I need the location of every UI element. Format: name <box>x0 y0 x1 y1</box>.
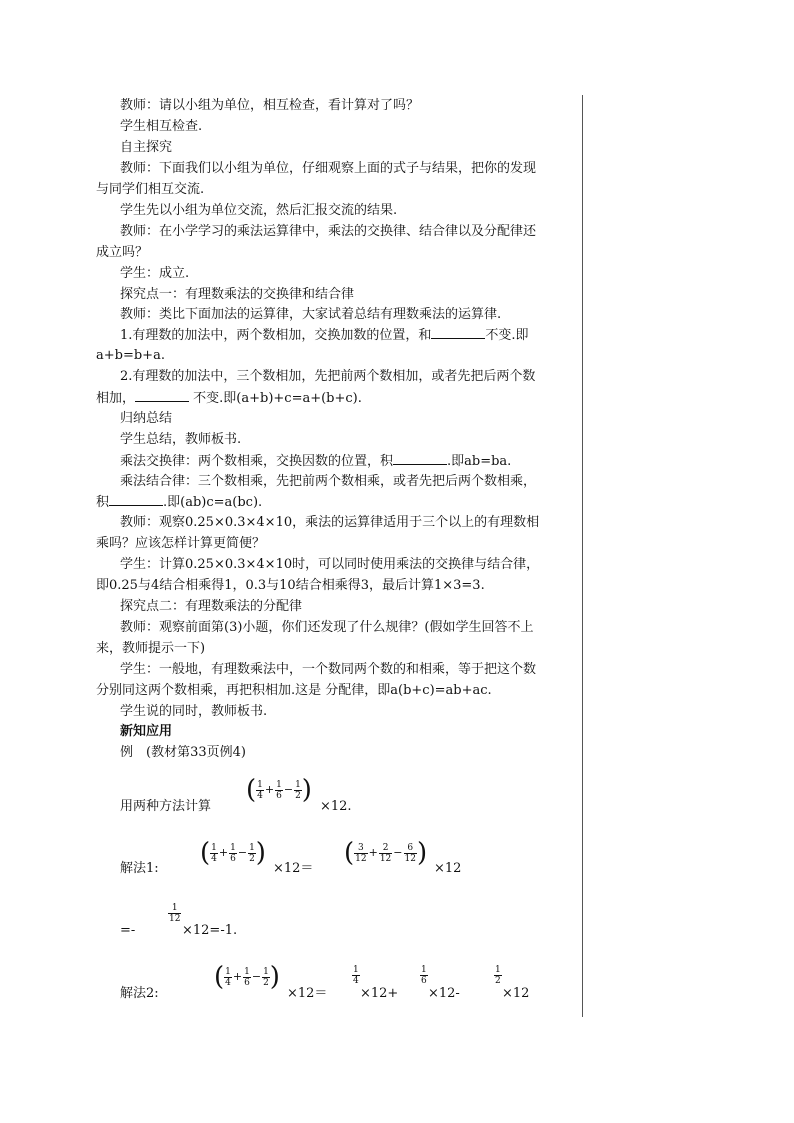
solution-2-label: 解法2: <box>120 986 159 1001</box>
text-line: 与同学们相互交流. <box>96 182 205 197</box>
fraction: $\frac{1}{6}$ <box>230 842 236 864</box>
text-segment: .即(ab)c=a(bc). <box>163 495 263 510</box>
fraction: $\frac{1}{4}$ <box>257 779 263 801</box>
fill-blank <box>135 389 189 402</box>
fraction: $\frac{1}{2}$ <box>295 779 301 801</box>
text-line: 2.有理数的加法中，三个数相加，先把前两个数相加，或者先把后两个数 <box>120 369 536 384</box>
solution-2-term: ×12- <box>428 986 460 1001</box>
section-heading: 探究点二：有理数乘法的分配律 <box>120 599 303 614</box>
solution-1-equals: ×12＝ <box>273 861 314 876</box>
fraction: $\frac{1}{6}$ <box>421 965 427 986</box>
text-line: 教师：在小学学习的乘法运算律中，乘法的交换律、结合律以及分配律还 <box>120 224 537 239</box>
solution-1-label: 解法1: <box>120 861 159 876</box>
text-segment: 1.有理数的加法中，两个数相加，交换加数的位置， <box>120 328 419 343</box>
fill-blank <box>109 493 163 506</box>
fraction: $\frac{1}{4}$ <box>225 966 231 988</box>
text-segment: 不变.即 <box>485 328 529 343</box>
text-segment: 相加， <box>96 391 136 406</box>
text-line: 即0.25与4结合相乘得1，0.3与10结合相乘得3，最后计算1×3=3. <box>96 578 485 593</box>
expression-paren: ( $\frac{1}{4}$ + $\frac{1}{6}$ − $\frac{1}{2}$ ) <box>246 775 312 805</box>
fraction: $\frac{6}{12}$ <box>404 842 416 864</box>
solution-1-result: ×12=-1. <box>182 923 238 938</box>
fraction: $\frac{2}{12}$ <box>379 842 392 864</box>
section-heading: 自主探究 <box>120 140 173 155</box>
solution-1-result-prefix: =- <box>120 923 136 938</box>
text-line: 分别同这两个数相乘，再把积相加.这是 分配律，即a(b+c)=ab+ac. <box>96 683 492 698</box>
task-label: 用两种方法计算 <box>120 799 212 814</box>
right-paren: ) <box>301 775 312 805</box>
fraction: $\frac{1}{4}$ <box>353 965 359 986</box>
section-heading: 探究点一：有理数乘法的交换律和结合律 <box>120 287 355 302</box>
fraction: $\frac{1}{4}$ <box>211 842 217 864</box>
solution-2-term: ×12+ <box>360 986 399 1001</box>
text-segment: .即ab=ba. <box>447 454 512 469</box>
solution-2-equals: ×12＝ <box>287 986 328 1001</box>
right-margin-rule <box>582 95 583 1017</box>
text-line: 乘吗？应该怎样计算更简便？ <box>96 536 266 551</box>
fraction: $\frac{1}{12}$ <box>169 903 181 924</box>
fill-blank <box>431 326 485 339</box>
text-segment: 乘法交换律：两个数相乘，交换因数的位置，积 <box>120 454 394 469</box>
fraction: $\frac{1}{6}$ <box>276 779 282 801</box>
fraction: $\frac{1}{2}$ <box>263 966 269 988</box>
text-line-add-associative <box>96 389 362 407</box>
text-line-add-commutative <box>120 326 529 344</box>
text-line-mul-commutative <box>120 452 511 470</box>
fraction: $\frac{3}{12}$ <box>355 842 367 864</box>
fraction: $\frac{1}{6}$ <box>244 966 250 988</box>
text-line: 教师：下面我们以小组为单位，仔细观察上面的式子与结果，把你的发现 <box>120 161 537 176</box>
text-line: 乘法结合律：三个数相乘，先把前两个数相乘，或者先把后两个数相乘， <box>120 474 537 489</box>
expression-paren: ( $\frac{3}{12}$ + $\frac{2}{12}$ − $\frac{6}{12}$ ) <box>344 838 428 868</box>
solution-2-term: ×12 <box>502 986 530 1001</box>
text-segment: 和 <box>418 328 432 343</box>
solution-1-tail: ×12 <box>434 861 462 876</box>
text-line-mul-associative <box>96 493 262 511</box>
text-line: 教师：观察前面第(3)小题，你们还发现了什么规律？(假如学生回答不上 <box>120 620 534 635</box>
text-segment: 不变.即(a+b)+c=a+(b+c). <box>193 391 362 406</box>
text-line: 学生总结，教师板书. <box>120 432 242 447</box>
section-heading: 归纳总结 <box>120 411 173 426</box>
text-line: 成立吗？ <box>96 245 149 260</box>
example-reference: 例 (教材第33页例4) <box>120 745 246 760</box>
text-line: 学生：计算0.25×0.3×4×10时，可以同时使用乘法的交换律与结合律， <box>120 557 540 572</box>
text-line: 教师：请以小组为单位，相互检查，看计算对了吗？ <box>120 98 420 113</box>
text-segment: 积 <box>96 495 110 510</box>
expression-paren: ( $\frac{1}{4}$ + $\frac{1}{6}$ − $\frac{1}{2}$ ) <box>214 962 280 992</box>
text-line: 学生相互检查. <box>120 119 203 134</box>
text-line: 学生：成立. <box>120 266 190 281</box>
text-line: 学生先以小组为单位交流，然后汇报交流的结果. <box>120 203 398 218</box>
text-line: 学生说的同时，教师板书. <box>120 704 268 719</box>
text-line: 学生：一般地，有理数乘法中，一个数同两个数的和相乘，等于把这个数 <box>120 662 537 677</box>
section-heading: 新知应用 <box>120 724 173 739</box>
expression-paren: ( $\frac{1}{4}$ + $\frac{1}{6}$ − $\frac{1}{2}$ ) <box>200 838 266 868</box>
left-paren: ( <box>246 775 257 805</box>
fraction: $\frac{1}{2}$ <box>249 842 255 864</box>
text-line: 教师：类比下面加法的运算律，大家试着总结有理数乘法的运算律. <box>120 307 502 322</box>
times-twelve: ×12. <box>320 799 352 814</box>
text-line: 来，教师提示一下) <box>96 641 206 656</box>
text-line: a+b=b+a. <box>96 348 165 363</box>
fraction: $\frac{1}{2}$ <box>495 965 501 986</box>
text-line: 教师：观察0.25×0.3×4×10，乘法的运算律适用于三个以上的有理数相 <box>120 515 540 530</box>
fill-blank <box>393 452 447 465</box>
